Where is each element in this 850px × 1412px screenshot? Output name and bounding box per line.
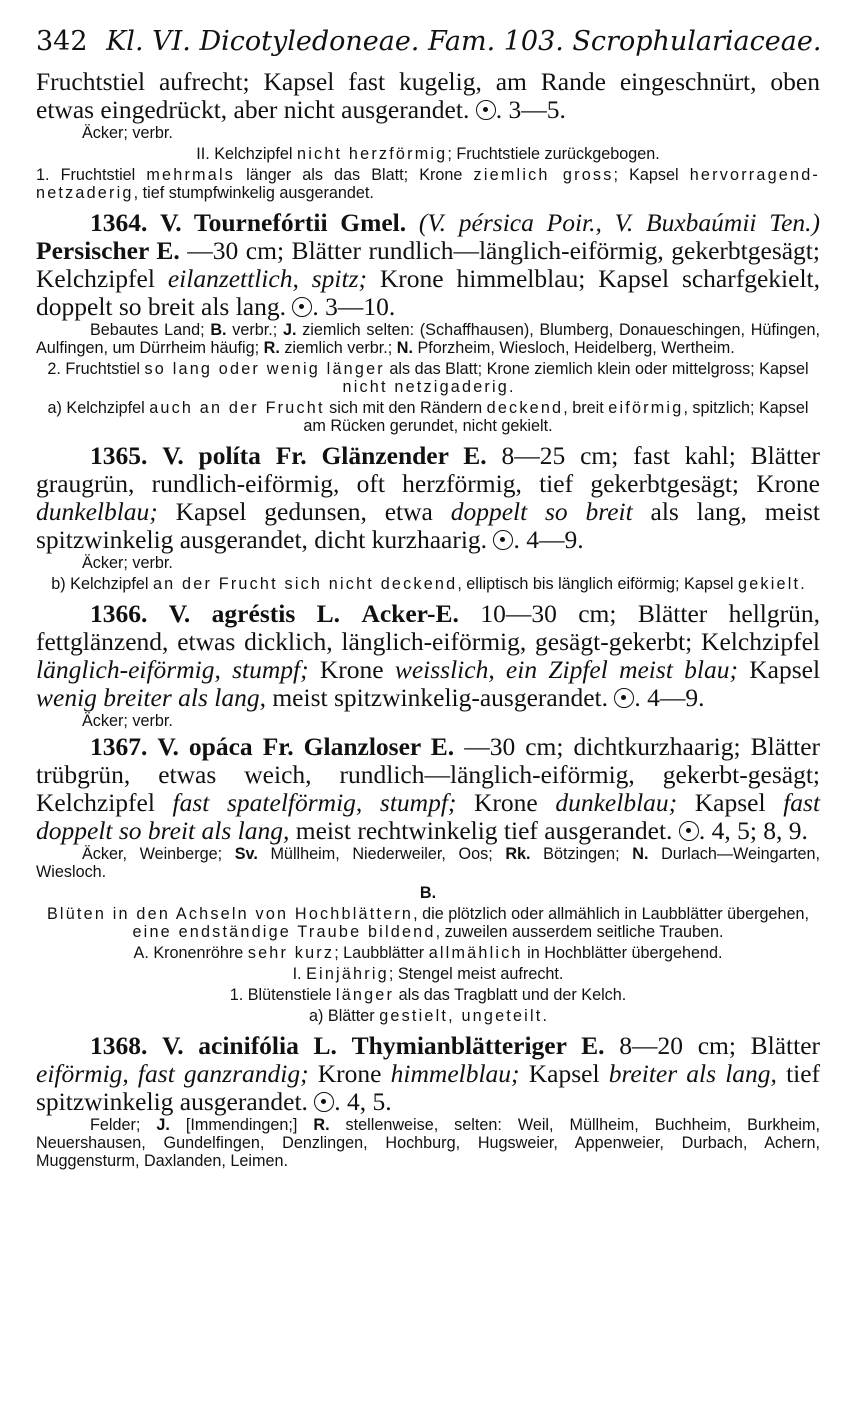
species-name: V. políta Fr. [162, 441, 307, 470]
habitat-1366: Äcker; verbr. [82, 712, 173, 730]
common-name: Acker-E. [361, 599, 459, 628]
species-name: V. acinifólia L. [162, 1031, 337, 1060]
paragraph-continuation: Fruchtstiel aufrecht; Kapsel fast kugelig, am Rande eingeschnürt, oben etwas eingedrückt, aber nicht ausgerandet. . 3—5. [36, 67, 820, 124]
species-entry-1366: 1366. V. agréstis L. Acker-E. 10—30 cm; Blätter hellgrün, fettglänzend, etwas dicklich, länglich-eiförmig, gesägt-gekerbt; Kelchzipfel länglich-eiförmig, stumpf; Krone weisslich, ein Zipfel meist blau; Kapsel wenig breiter als lang, meist spitzwinkelig-ausgerandet. . 4—9. [36, 599, 821, 712]
running-header [36, 22, 820, 62]
species-name: V. opáca Fr. [157, 732, 294, 761]
locality-1364: Bebautes Land; B. verbr.; J. ziemlich selten: (Schaffhausen), Blumberg, Donaueschingen, Hüfingen, Aulfingen, um Dürrheim häufig; R. ziemlich verbr.; N. Pforzheim, Wiesloch, Heidelberg, Wertheim. [36, 321, 820, 357]
species-number: 1366. [90, 599, 148, 628]
species-number: 1368. [90, 1031, 148, 1060]
flowering-months: 3—5. [508, 95, 566, 124]
species-name: V. agréstis L. [168, 599, 341, 628]
species-number: 1367. [90, 732, 148, 761]
annual-symbol-icon [314, 1092, 334, 1112]
species-name: V. Tournefórtii Gmel. [160, 208, 407, 237]
common-name: Persischer E. [36, 236, 180, 265]
habitat-note: Äcker; verbr. [82, 124, 173, 142]
locality-1368: Felder; J. [Immendingen;] R. stellenweise, selten: Weil, Müllheim, Buchheim, Burkheim, Neuershausen, Gundelfingen, Denzlingen, Hochburg, Hugsweier, Appenweier, Durbach, Achern, Muggensturm, Daxlanden, Leimen. [36, 1116, 821, 1170]
common-name: Glanzloser E. [303, 732, 455, 761]
annual-symbol-icon [292, 297, 312, 317]
locality-1367: Äcker, Weinberge; Sv. Müllheim, Niederweiler, Oos; Rk. Bötzingen; N. Durlach—Weingarten, Wiesloch. [36, 845, 821, 881]
species-number: 1365. [90, 441, 148, 470]
paragraph-text: Fruchtstiel aufrecht; Kapsel fast kugelig, am Rande eingeschnürt, oben etwas eingedrückt, aber nicht ausgerandet. [36, 67, 820, 124]
key-a: a) Kelchzipfel auch an der Frucht sich mit den Rändern deckend, breit eiförmig, spitzlich; Kapsel am Rücken gerundet, nicht gekielt. [47, 399, 809, 435]
flowering-months: 4, 5; 8, 9. [711, 816, 808, 845]
key-I: I. Einjährig; Stengel meist aufrecht. [292, 965, 564, 983]
common-name: Glänzender E. [321, 441, 487, 470]
annual-symbol-icon [476, 100, 496, 120]
key-1b: 1. Blütenstiele länger als das Tragblatt und der Kelch. [229, 986, 627, 1004]
habitat-1365: Äcker; verbr. [82, 554, 173, 572]
species-entry-1368: 1368. V. acinifólia L. Thymianblätteriger E. 8—20 cm; Blätter eiförmig, fast ganzrandig; Krone himmelblau; Kapsel breiter als lang, tief spitzwinkelig ausgerandet. . 4, 5. [36, 1031, 821, 1116]
species-entry-1367: 1367. V. opáca Fr. Glanzloser E. —30 cm; dichtkurzhaarig; Blätter trübgrün, etwas weich, rundlich—länglich-eiförmig, gekerbt-gesägt; Kelchzipfel fast spatelförmig, stumpf; Krone dunkelblau; Kapsel fast doppelt so breit als lang, meist rechtwinkelig tief ausgerandet. . 4, 5; 8, 9. [36, 732, 821, 845]
flowering-months: 4—9. [526, 525, 584, 554]
synonyms: (V. pérsica Poir., V. Buxbaúmii Ten.) [418, 208, 821, 237]
flowering-months: 4, 5. [347, 1087, 392, 1116]
species-entry-1365: 1365. V. políta Fr. Glänzender E. 8—25 cm; fast kahl; Blätter graugrün, rundlich-eiförmig, oft herzförmig, tief gekerbtgesägt; Krone dunkelblau; Kapsel gedunsen, etwa doppelt so breit als lang, meist spitzwinkelig ausgerandet, dicht kurzhaarig. . 4—9. [36, 441, 820, 554]
flowering-months: 4—9. [647, 683, 705, 712]
species-number: 1364. [90, 208, 148, 237]
key-1: 1. Fruchtstiel mehrmals länger als das Blatt; Krone ziemlich gross; Kapsel hervorragend-netzaderig, tief stumpfwinkelig ausgerandet. [36, 166, 820, 202]
key-A: A. Kronenröhre sehr kurz; Laubblätter allmählich in Hochblätter übergehend. [133, 944, 723, 962]
key-2: 2. Fruchtstiel so lang oder wenig länger als das Blatt; Krone ziemlich klein oder mittelgross; Kapsel nicht netzigaderig. [47, 360, 809, 396]
section-label-B: B. [419, 884, 437, 902]
flowering-months: 3—10. [325, 292, 396, 321]
key-b: b) Kelchzipfel an der Frucht sich nicht deckend, elliptisch bis länglich eiförmig; Kapsel gekielt. [51, 575, 805, 593]
page-number: 342 [36, 26, 88, 57]
common-name: Thymianblätteriger E. [351, 1031, 605, 1060]
running-title: Kl. VI. Dicotyledoneae. Fam. 103. Scrophulariaceae. [106, 26, 822, 57]
annual-symbol-icon [493, 530, 513, 550]
key-II: II. Kelchzipfel nicht herzförmig; Fruchtstiele zurückgebogen. [196, 145, 660, 163]
species-entry-1364: 1364. V. Tournefórtii Gmel. (V. pérsica Poir., V. Buxbaúmii Ten.) Persischer E. —30 cm; Blätter rundlich—länglich-eiförmig, gekerbtgesägt; Kelchzipfel eilanzettlich, spitz; Krone himmelblau; Kapsel scharfgekielt, doppelt so breit als lang. . 3—10. [36, 208, 821, 321]
section-B-text: Blüten in den Achseln von Hochblättern, die plötzlich oder allmählich in Laubblätter übergehen, eine endständige Traube bildend, zuweilen ausserdem seitliche Trauben. [46, 905, 810, 941]
annual-symbol-icon [679, 821, 699, 841]
key-a-blaetter: a) Blätter gestielt, ungeteilt. [309, 1007, 547, 1025]
annual-symbol-icon [614, 688, 634, 708]
